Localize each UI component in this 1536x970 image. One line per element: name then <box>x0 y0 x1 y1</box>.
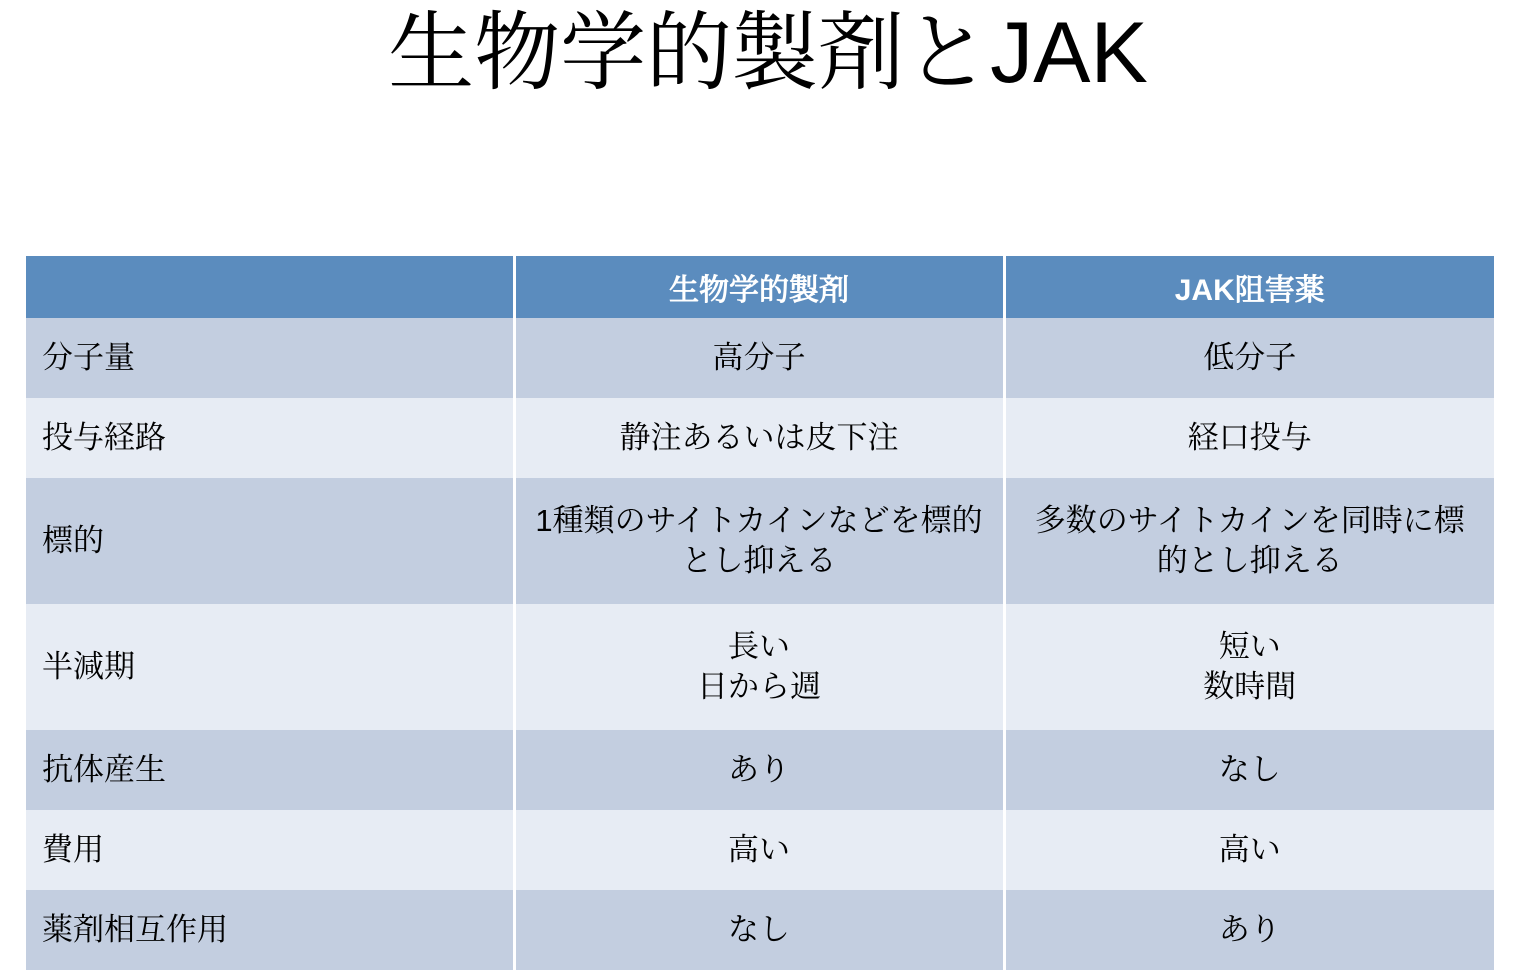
cell-biologic: 高分子 <box>514 318 1004 398</box>
cell-jak: 短い 数時間 <box>1004 604 1494 730</box>
cell-biologic: あり <box>514 730 1004 810</box>
row-label: 半減期 <box>26 604 514 730</box>
cell-biologic: 長い 日から週 <box>514 604 1004 730</box>
column-header-biologic: 生物学的製剤 <box>514 256 1004 318</box>
table-row <box>26 730 1494 810</box>
row-label: 標的 <box>26 478 514 604</box>
table-body <box>26 318 1494 970</box>
table-row <box>26 604 1494 730</box>
cell-jak: 経口投与 <box>1004 398 1494 478</box>
cell-biologic: 高い <box>514 810 1004 890</box>
table-row <box>26 478 1494 604</box>
table-row <box>26 318 1494 398</box>
cell-jak: 高い <box>1004 810 1494 890</box>
row-label: 分子量 <box>26 318 514 398</box>
table-row <box>26 890 1494 970</box>
table-row <box>26 810 1494 890</box>
column-header-category <box>26 256 514 318</box>
column-header-jak: JAK阻害薬 <box>1004 256 1494 318</box>
table-row <box>26 398 1494 478</box>
page-title: 生物学的製剤とJAK <box>388 5 1148 101</box>
cell-jak: 低分子 <box>1004 318 1494 398</box>
cell-biologic: 1種類のサイトカインなどを標的とし抑える <box>514 478 1004 604</box>
cell-jak: あり <box>1004 890 1494 970</box>
table-header <box>26 256 1494 318</box>
cell-jak: 多数のサイトカインを同時に標的とし抑える <box>1004 478 1494 604</box>
cell-biologic: 静注あるいは皮下注 <box>514 398 1004 478</box>
table-header-row <box>26 256 1494 318</box>
row-label: 抗体産生 <box>26 730 514 810</box>
row-label: 薬剤相互作用 <box>26 890 514 970</box>
row-label: 投与経路 <box>26 398 514 478</box>
cell-biologic: なし <box>514 890 1004 970</box>
row-label: 費用 <box>26 810 514 890</box>
comparison-table-wrapper <box>26 256 1494 970</box>
cell-jak: なし <box>1004 730 1494 810</box>
comparison-table <box>26 256 1494 970</box>
